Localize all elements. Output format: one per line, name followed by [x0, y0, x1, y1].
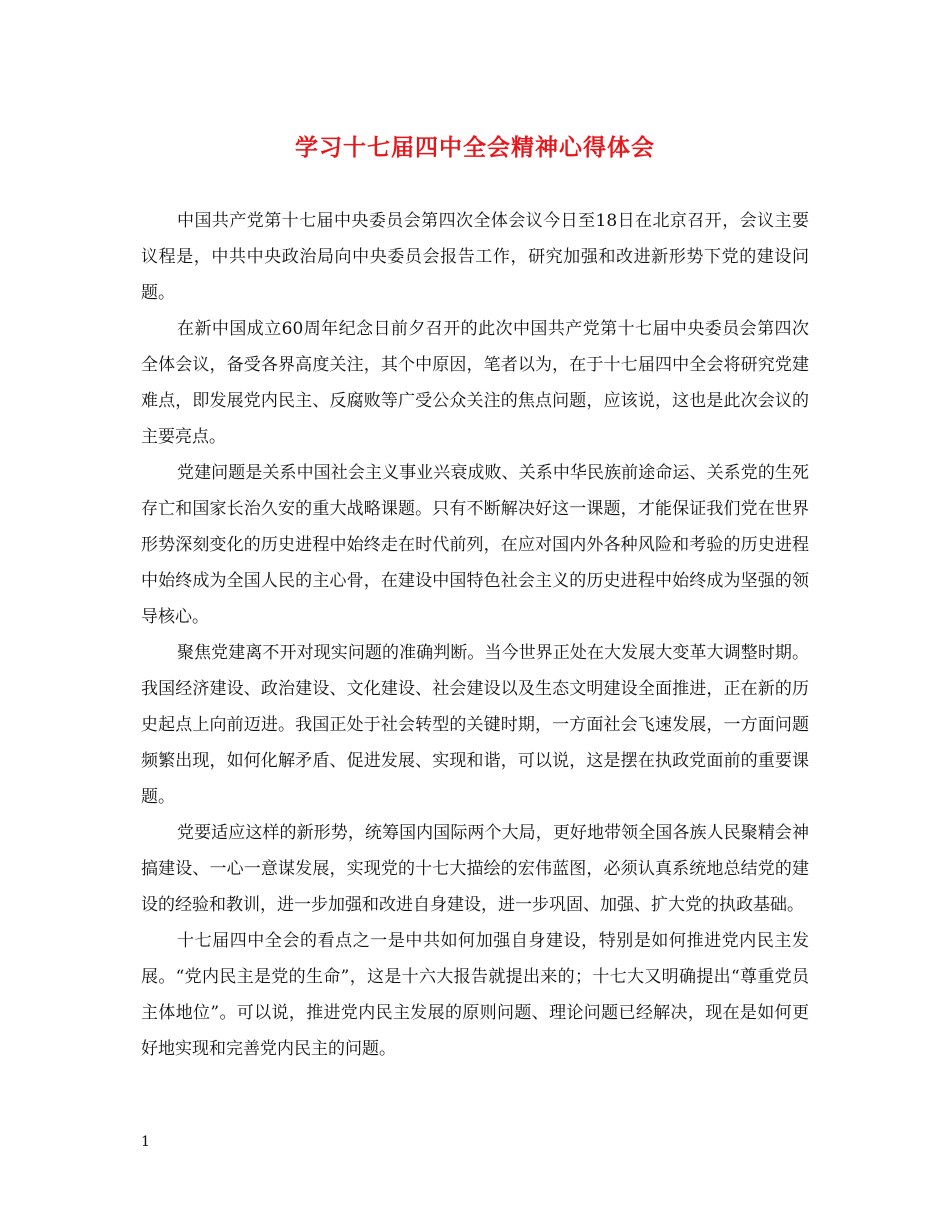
paragraph-2: 在新中国成立60周年纪念日前夕召开的此次中国共产党第十七届中央委员会第四次全体会议，备受各界高度关注，其个中原因，笔者以为，在于十七届四中全会将研究党建难点，即发展党内民主、反腐败等广受公众关注的焦点问题，应该说，这也是此次会议的主要亮点。: [141, 319, 809, 447]
paragraph-4: 聚焦党建离不开对现实问题的准确判断。当今世界正处在大发展大变革大调整时期。我国经济建设、政治建设、文化建设、社会建设以及生态文明建设全面推进，正在新的历史起点上向前迈进。我国正处于社会转型的关键时期，一方面社会飞速发展，一方面问题频繁出现，如何化解矛盾、促进发展、实现和谐，可以说，这是摆在执政党面前的重要课题。: [141, 643, 809, 807]
document-body: [141, 203, 809, 1067]
paragraph-5: 党要适应这样的新形势，统筹国内国际两个大局，更好地带领全国各族人民聚精会神搞建设、一心一意谋发展，实现党的十七大描绘的宏伟蓝图，必须认真系统地总结党的建设的经验和教训，进一步加强和改进自身建设，进一步巩固、加强、扩大党的执政基础。: [141, 823, 809, 915]
paragraph-1: 中国共产党第十七届中央委员会第四次全体会议今日至18日在北京召开，会议主要议程是，中共中央政治局向中央委员会报告工作，研究加强和改进新形势下党的建设问题。: [141, 211, 809, 303]
document-title: 学习十七届四中全会精神心得体会: [295, 134, 655, 161]
paragraph-6: 十七届四中全会的看点之一是中共如何加强自身建设，特别是如何推进党内民主发展。“党内民主是党的生命”，这是十六大报告就提出来的；十七大又明确提出“尊重党员主体地位”。可以说，推进党内民主发展的原则问题、理论问题已经解决，现在是如何更好地实现和完善党内民主的问题。: [141, 931, 809, 1059]
paragraph-3: 党建问题是关系中国社会主义事业兴衰成败、关系中华民族前途命运、关系党的生死存亡和国家长治久安的重大战略课题。只有不断解决好这一课题，才能保证我们党在世界形势深刻变化的历史进程中始终走在时代前列，在应对国内外各种风险和考验的历史进程中始终成为全国人民的主心骨，在建设中国特色社会主义的历史进程中始终成为坚强的领导核心。: [141, 463, 809, 627]
page-number: 1: [141, 1134, 150, 1150]
